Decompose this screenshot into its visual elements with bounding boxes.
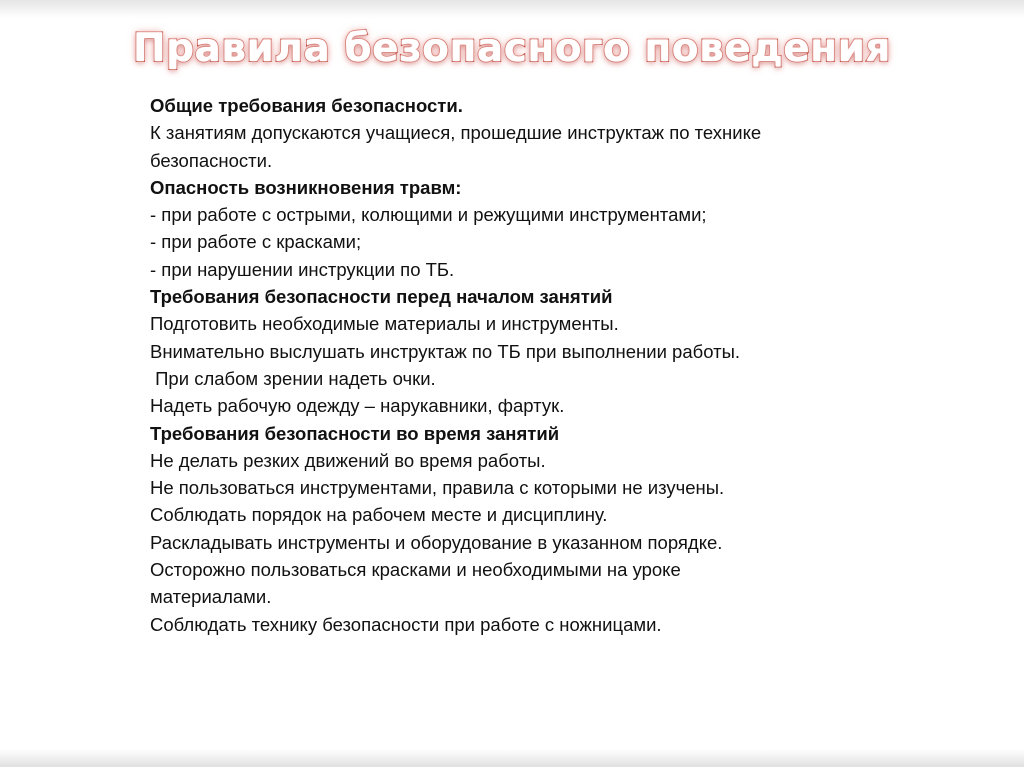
body-line: - при работе с красками;: [150, 231, 362, 253]
body-line: Не пользоваться инструментами, правила с которыми не изучены.: [150, 477, 725, 499]
body-line: материалами.: [150, 586, 272, 608]
body-line: Раскладывать инструменты и оборудование в указанном порядке.: [150, 531, 723, 553]
body-line: Соблюдать технику безопасности при работе с ножницами.: [150, 613, 662, 635]
body-line: Соблюдать порядок на рабочем месте и дисциплину.: [150, 504, 608, 526]
slide-body: [150, 92, 870, 638]
section-heading-general: Общие требования безопасности.: [150, 95, 463, 116]
section-heading-injury-risk: Опасность возникновения травм:: [150, 176, 462, 198]
body-line: При слабом зрении надеть очки.: [150, 367, 436, 389]
body-line: Надеть рабочую одежду – нарукавники, фартук.: [150, 395, 565, 417]
section-heading-before-class: Требования безопасности перед началом занятий: [150, 286, 613, 308]
body-line: - при работе с острыми, колющими и режущими инструментами;: [150, 204, 707, 226]
body-line: - при нарушении инструкции по ТБ.: [150, 258, 455, 280]
slide-title: [0, 26, 1024, 71]
top-edge-shadow: [0, 0, 1024, 18]
body-line: Не делать резких движений во время работы.: [150, 449, 546, 471]
body-line: Подготовить необходимые материалы и инструменты.: [150, 313, 619, 335]
section-heading-during-class: Требования безопасности во время занятий: [150, 422, 560, 444]
body-line: Внимательно выслушать инструктаж по ТБ при выполнении работы.: [150, 340, 741, 362]
body-line: К занятиям допускаются учащиеся, прошедшие инструктаж по технике: [150, 122, 762, 144]
bottom-edge-shadow: [0, 749, 1024, 767]
slide-title-text: Правила безопасного поведения: [133, 26, 891, 71]
body-line: безопасности.: [150, 149, 273, 171]
body-line: Осторожно пользоваться красками и необходимыми на уроке: [150, 559, 681, 581]
